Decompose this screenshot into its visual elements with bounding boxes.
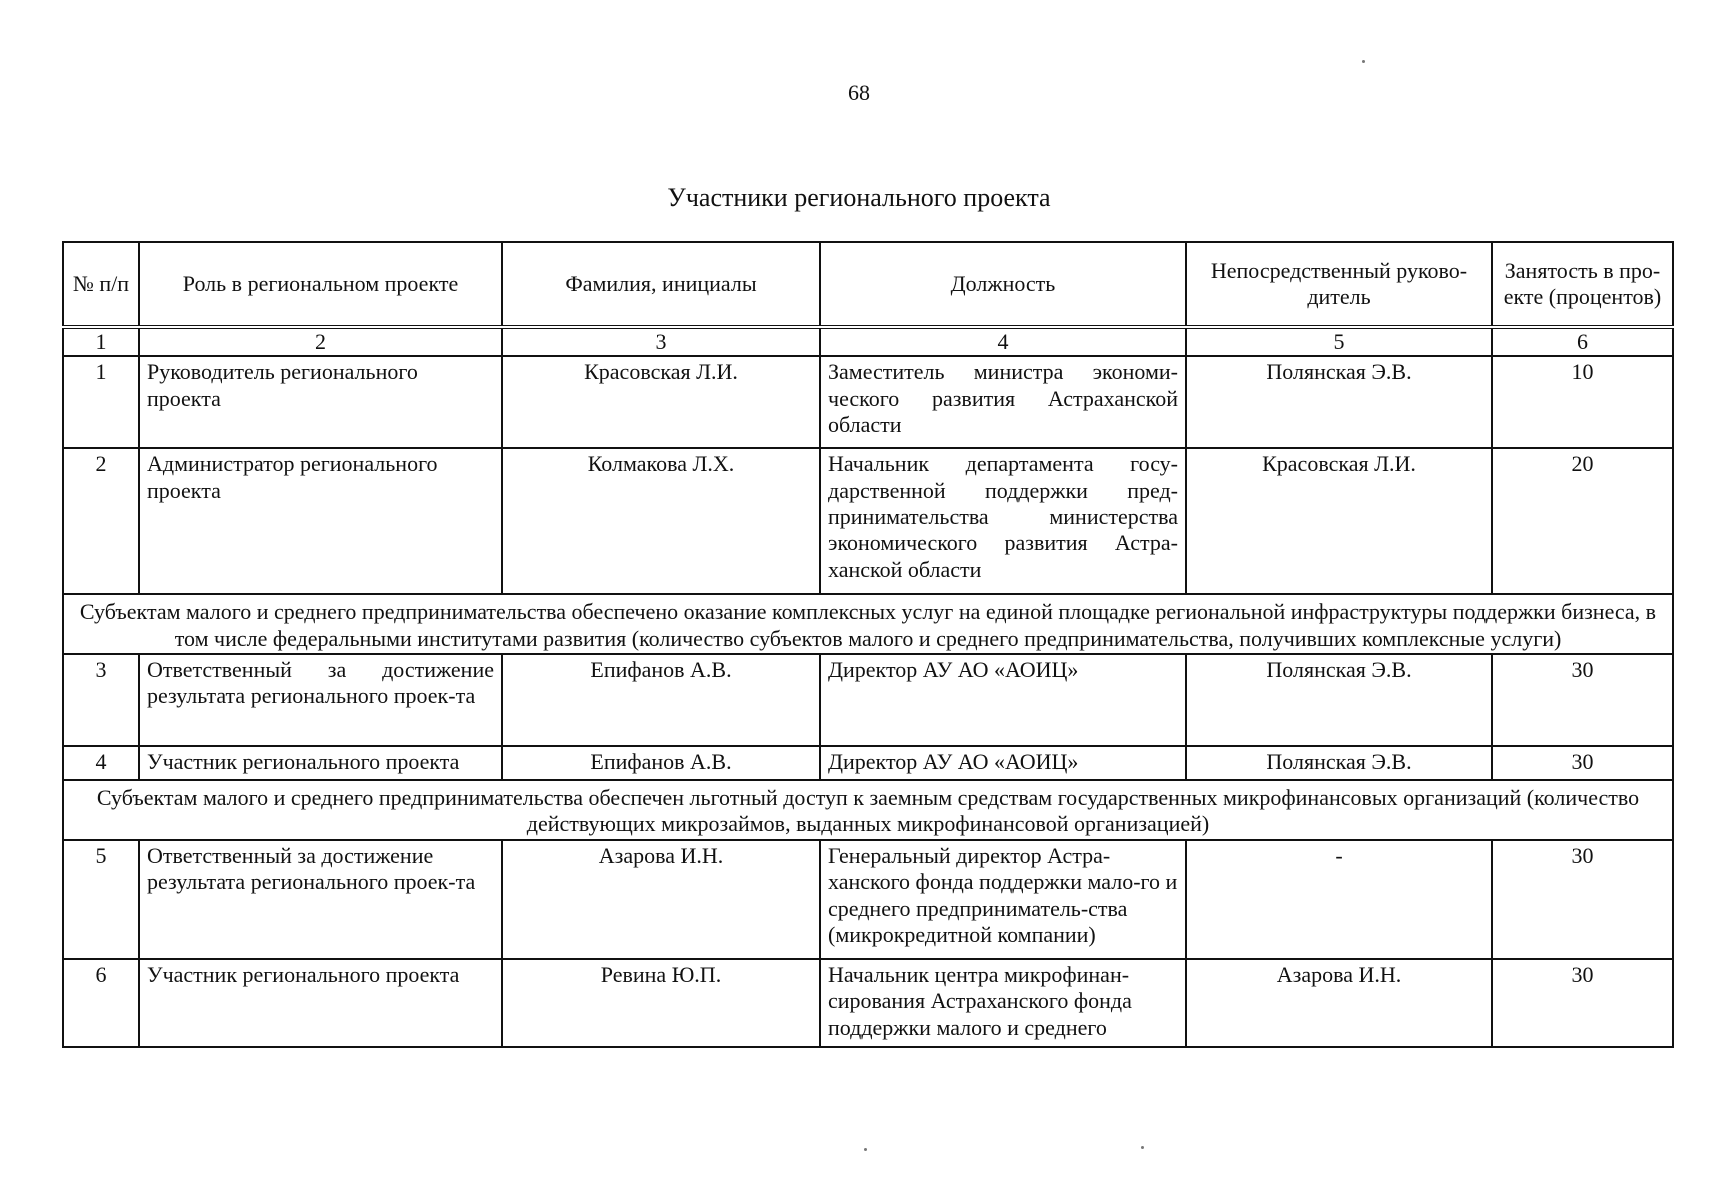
row-supervisor: Полянская Э.В. (1186, 356, 1492, 448)
row-name: Ревина Ю.П. (502, 959, 820, 1047)
column-number: 5 (1186, 327, 1492, 356)
table-row (63, 448, 1673, 594)
header-share: Занятость в про-екте (процентов) (1492, 242, 1673, 327)
table-header-row (63, 242, 1673, 327)
row-name: Епифанов А.В. (502, 654, 820, 746)
participants-table (62, 241, 1674, 1048)
scan-speck (1141, 1146, 1144, 1149)
row-name: Красовская Л.И. (502, 356, 820, 448)
header-role: Роль в региональном проекте (139, 242, 502, 327)
row-share: 30 (1492, 654, 1673, 746)
row-supervisor: - (1186, 840, 1492, 959)
table-row (63, 356, 1673, 448)
row-number: 3 (63, 654, 139, 746)
row-role: Руководитель регионального проекта (139, 356, 502, 448)
row-number: 4 (63, 746, 139, 780)
row-position: Директор АУ АО «АОИЦ» (820, 654, 1186, 746)
column-number: 4 (820, 327, 1186, 356)
page-title: Участники регионального проекта (667, 183, 1051, 212)
section-row (63, 780, 1673, 840)
row-name: Азарова И.Н. (502, 840, 820, 959)
table-row (63, 959, 1673, 1047)
row-position: Директор АУ АО «АОИЦ» (820, 746, 1186, 780)
header-num: № п/п (63, 242, 139, 327)
row-position: Заместитель министра экономи-ческого развития Астраханской области (820, 356, 1186, 448)
row-supervisor: Полянская Э.В. (1186, 654, 1492, 746)
row-number: 1 (63, 356, 139, 448)
row-supervisor: Красовская Л.И. (1186, 448, 1492, 594)
row-role: Администратор регионального проекта (139, 448, 502, 594)
row-role: Ответственный за достижение результата регионального проек-та (139, 840, 502, 959)
header-position: Должность (820, 242, 1186, 327)
header-name: Фамилия, инициалы (502, 242, 820, 327)
column-number: 2 (139, 327, 502, 356)
column-number: 6 (1492, 327, 1673, 356)
section-row (63, 594, 1673, 654)
row-share: 30 (1492, 746, 1673, 780)
table-row (63, 840, 1673, 959)
row-number: 5 (63, 840, 139, 959)
column-number: 1 (63, 327, 139, 356)
row-name: Колмакова Л.Х. (502, 448, 820, 594)
row-role: Участник регионального проекта (139, 959, 502, 1047)
row-role: Ответственный за достижение результата регионального проек-та (139, 654, 502, 746)
row-share: 20 (1492, 448, 1673, 594)
row-number: 6 (63, 959, 139, 1047)
row-position: Начальник центра микрофинан-сирования Астраханского фонда поддержки малого и среднего (820, 959, 1186, 1047)
row-supervisor: Азарова И.Н. (1186, 959, 1492, 1047)
row-number: 2 (63, 448, 139, 594)
table-row (63, 654, 1673, 746)
row-role: Участник регионального проекта (139, 746, 502, 780)
scan-speck (1362, 60, 1365, 63)
section-heading: Субъектам малого и среднего предпринимательства обеспечен льготный доступ к заемным средствам государственных микрофинансовых организаций (количество действующих микрозаймов, выданных микрофинансовой организацией) (63, 780, 1673, 840)
table-row (63, 746, 1673, 780)
row-supervisor: Полянская Э.В. (1186, 746, 1492, 780)
row-share: 30 (1492, 959, 1673, 1047)
scan-speck (864, 1148, 867, 1151)
column-numbers-row (63, 327, 1673, 356)
row-position: Генеральный директор Астра-ханского фонда поддержки мало-го и среднего предприниматель-ства (микрокредитной компании) (820, 840, 1186, 959)
column-number: 3 (502, 327, 820, 356)
row-name: Епифанов А.В. (502, 746, 820, 780)
row-share: 10 (1492, 356, 1673, 448)
row-share: 30 (1492, 840, 1673, 959)
row-position: Начальник департамента госу-дарственной поддержки пред-принимательства министерства экономического развития Астра-ханской области (820, 448, 1186, 594)
header-supervisor: Непосредственный руково-дитель (1186, 242, 1492, 327)
page-number: 68 (848, 80, 870, 105)
section-heading: Субъектам малого и среднего предпринимательства обеспечено оказание комплексных услуг на единой площадке региональной инфраструктуры поддержки бизнеса, в том числе федеральными институтами развития (количество субъектов малого и среднего предпринимательства, получивших комплексные услуги) (63, 594, 1673, 654)
